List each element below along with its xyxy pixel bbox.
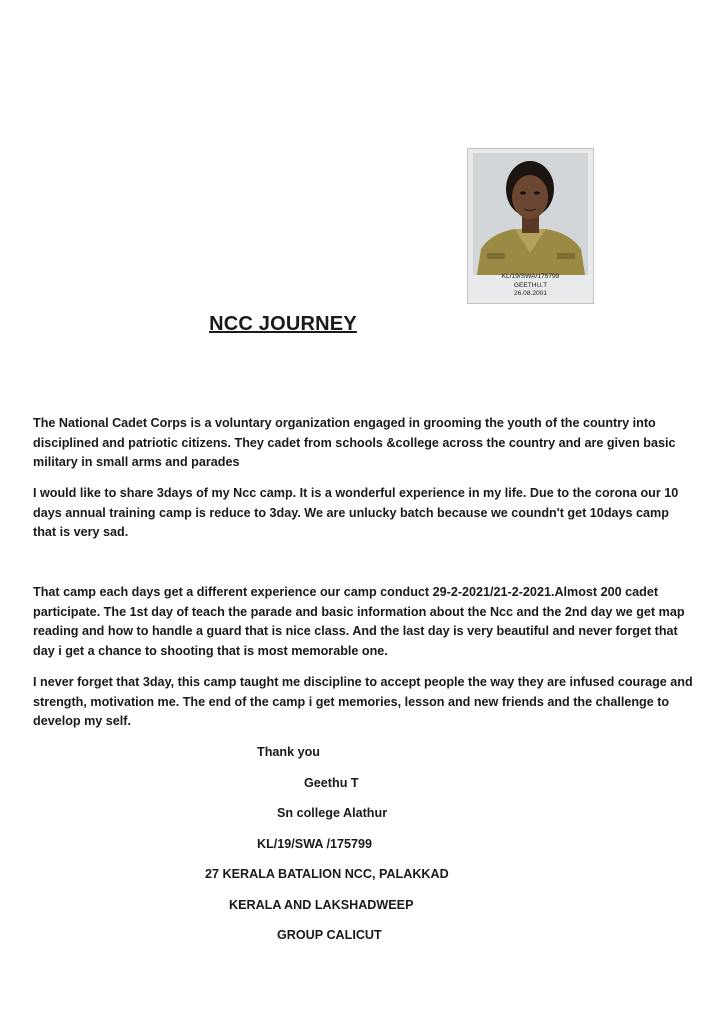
signature-college: Sn college Alathur	[277, 806, 388, 820]
photo-caption-id: KL/19/SWA/175799	[501, 273, 560, 280]
signature-battalion: 27 KERALA BATALION NCC, PALAKKAD	[205, 867, 449, 881]
photo-caption	[468, 273, 593, 299]
portrait-image	[473, 153, 588, 275]
signature-group: GROUP CALICUT	[277, 928, 382, 942]
paragraph-conclusion: I never forget that 3day, this camp taught me discipline to accept people the way they are infused courage and strength, motivation me. The end of the camp i get memories, lesson and new friends and the challenge to develop my self.	[33, 675, 693, 728]
signature-name: Geethu T	[304, 776, 359, 790]
photo-caption-name: GEETHU.T	[513, 281, 548, 289]
signature-thanks: Thank you	[257, 745, 320, 759]
signature-cadet-id: KL/19/SWA /175799	[257, 837, 373, 851]
paragraph-intro: The National Cadet Corps is a voluntary organization engaged in grooming the youth of the country into disciplined and patriotic citizens. They cadet from schools &college across the country and are given basic military in small arms and parades	[33, 416, 676, 469]
signature-region: KERALA AND LAKSHADWEEP	[229, 898, 414, 912]
paragraph-camp-days: That camp each days get a different experience our camp conduct 29-2-2021/21-2-2021.Almost 200 cadet participate. The 1st day of teach the parade and basic information about the Ncc and the 2nd day we get map reading and how to handle a guard that is nice class. And the last day is very beautiful and never forget that day i get a chance to shooting that is most memorable one.	[33, 585, 685, 658]
photo-caption-date: 26.08.2001	[513, 290, 547, 298]
cadet-photo	[467, 148, 594, 304]
portrait-illustration	[473, 153, 588, 275]
paragraph-camp-share: I would like to share 3days of my Ncc camp. It is a wonderful experience in my life. Due to the corona our 10 days annual training camp is reduce to 3day. We are unlucky batch because we coundn't get 10days camp that is very sad.	[33, 486, 679, 539]
page-title: NCC JOURNEY	[209, 313, 357, 335]
